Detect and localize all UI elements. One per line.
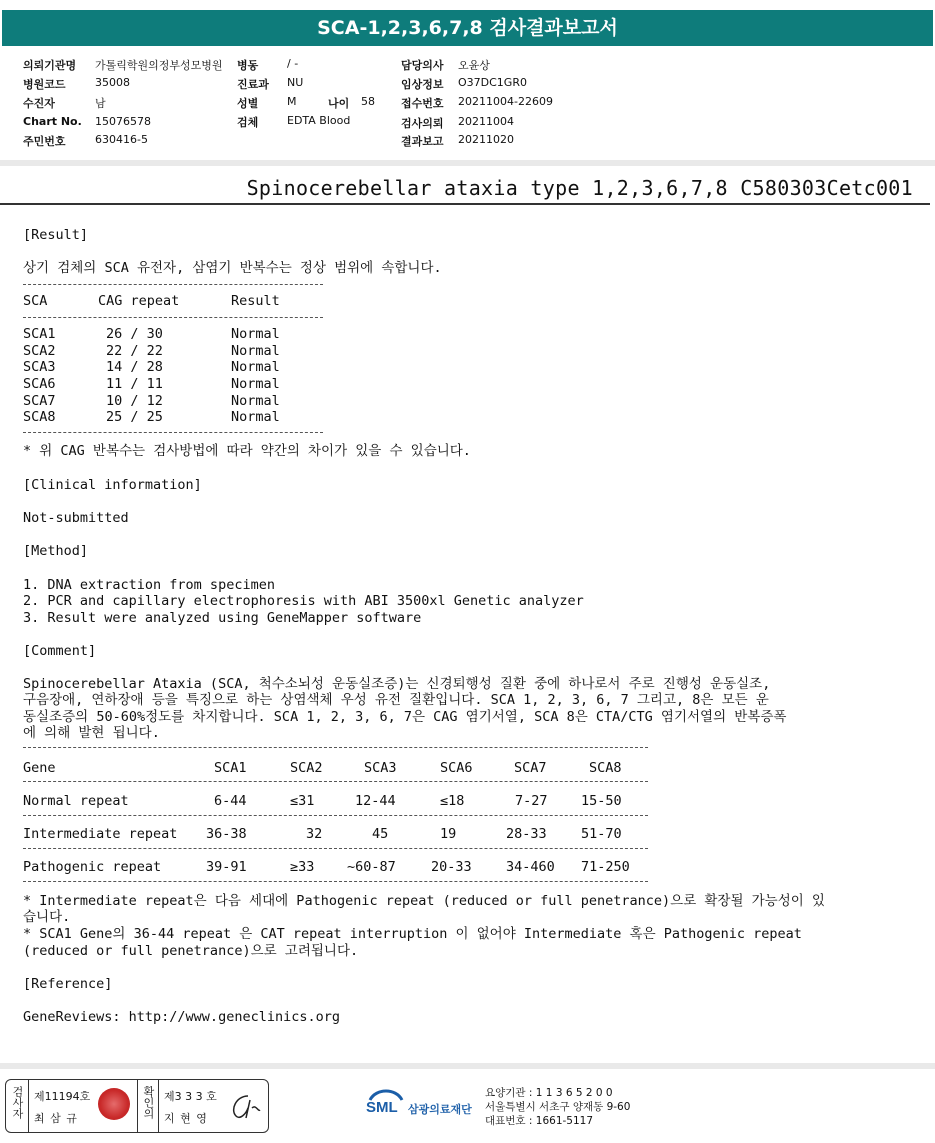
receipt-value: 20211004-22609 bbox=[458, 95, 553, 108]
result-col-sca: SCA bbox=[23, 293, 48, 309]
confirm-license: 제3 3 3 호 bbox=[164, 1090, 217, 1103]
divider bbox=[23, 815, 648, 816]
sca-name: SCA3 bbox=[23, 359, 56, 375]
col-sca2: SCA2 bbox=[290, 760, 323, 776]
cag-repeat: 26 / 30 bbox=[106, 326, 163, 342]
col-sca7: SCA7 bbox=[514, 760, 547, 776]
table-cell: 6-44 bbox=[214, 793, 247, 809]
method-item: 2. PCR and capillary electrophoresis with ABI 3500xl Genetic analyzer bbox=[23, 593, 584, 609]
repeat-category: Normal repeat bbox=[23, 793, 129, 809]
confirm-vertical-label: 확인의 bbox=[142, 1086, 155, 1119]
table-cell: 15-50 bbox=[581, 793, 622, 809]
org-info bbox=[485, 1086, 630, 1128]
seal-icon bbox=[98, 1088, 130, 1120]
dept-label: 진료과 bbox=[237, 78, 269, 91]
specimen-label: 검체 bbox=[237, 116, 259, 129]
table-cell: 39-91 bbox=[206, 859, 247, 875]
divider bbox=[23, 848, 648, 849]
table-cell: 32 bbox=[306, 826, 323, 842]
result-note: * 위 CAG 반복수는 검사방법에 따라 약간의 차이가 있을 수 있습니다. bbox=[23, 443, 471, 459]
table-cell: ≤18 bbox=[440, 793, 465, 809]
comment-line: 동실조증의 50-60%정도를 차지합니다. SCA 1, 2, 3, 6, 7은 CAG 염기서열, SCA 8은 CTA/CTG 염기서열의 반복증폭 bbox=[23, 709, 787, 725]
request-label: 검사의뢰 bbox=[401, 117, 444, 130]
id-label: 주민번호 bbox=[23, 135, 66, 148]
comment-line: 에 의해 발현 됩니다. bbox=[23, 725, 160, 741]
sca-name: SCA7 bbox=[23, 393, 56, 409]
sex-label: 성별 bbox=[237, 97, 259, 110]
table-cell: 7-27 bbox=[515, 793, 548, 809]
sex-value: M bbox=[287, 95, 297, 108]
ward-value: / - bbox=[287, 57, 299, 70]
table-cell: ~60-87 bbox=[347, 859, 396, 875]
hospital-code-label: 병원코드 bbox=[23, 78, 66, 91]
doctor-value: 오윤상 bbox=[458, 59, 490, 72]
comment-line: 구음장애, 연하장애 등을 특징으로 하는 상염색체 우성 유전 질환입니다. SCA 1, 2, 3, 6, 7 그리고, 8은 모든 운 bbox=[23, 692, 769, 708]
comment-note: 습니다. bbox=[23, 909, 71, 925]
col-gene: Gene bbox=[23, 760, 56, 776]
result-value: Normal bbox=[231, 359, 280, 375]
cag-repeat: 10 / 12 bbox=[106, 393, 163, 409]
signature-icon bbox=[226, 1090, 262, 1122]
specimen-value: EDTA Blood bbox=[287, 114, 351, 127]
col-sca6: SCA6 bbox=[440, 760, 473, 776]
sca-name: SCA2 bbox=[23, 343, 56, 359]
divider bbox=[158, 1080, 159, 1132]
divider bbox=[0, 203, 930, 205]
age-label: 나이 bbox=[328, 97, 350, 110]
signature-box bbox=[5, 1079, 269, 1133]
confirm-name: 지 현 영 bbox=[164, 1112, 208, 1125]
result-value: Normal bbox=[231, 409, 280, 425]
cag-repeat: 22 / 22 bbox=[106, 343, 163, 359]
institution-value: 가톨릭학원의정부성모병원 bbox=[95, 59, 223, 72]
examiner-license: 제11194호 bbox=[34, 1090, 91, 1103]
divider bbox=[23, 432, 323, 433]
examiner-name: 최 삼 규 bbox=[34, 1112, 78, 1125]
divider bbox=[23, 781, 648, 782]
table-cell: 19 bbox=[440, 826, 457, 842]
sca-name: SCA6 bbox=[23, 376, 56, 392]
chart-value: 15076578 bbox=[95, 115, 151, 128]
test-title: Spinocerebellar ataxia type 1,2,3,6,7,8 C580303Cetc001 bbox=[246, 176, 913, 200]
report-title: SCA-1,2,3,6,7,8 검사결과보고서 bbox=[2, 10, 933, 46]
comment-note: * Intermediate repeat은 다음 세대에 Pathogenic repeat (reduced or full penetrance)으로 확장될 가능성이 있 bbox=[23, 893, 825, 909]
comment-note: (reduced or full penetrance)으로 고려됩니다. bbox=[23, 943, 359, 959]
table-cell: 71-250 bbox=[581, 859, 630, 875]
table-cell: 12-44 bbox=[355, 793, 396, 809]
divider bbox=[28, 1080, 29, 1132]
reference-heading: [Reference] bbox=[23, 976, 113, 992]
patient-value: 남 bbox=[95, 97, 106, 110]
clinical-text: Not-submitted bbox=[23, 510, 129, 526]
repeat-category: Pathogenic repeat bbox=[23, 859, 162, 875]
result-value: Normal bbox=[231, 376, 280, 392]
patient-info bbox=[0, 56, 935, 151]
org-address: 서울특별시 서초구 양재동 9-60 bbox=[485, 1101, 631, 1113]
table-cell: 34-460 bbox=[506, 859, 555, 875]
divider bbox=[137, 1080, 138, 1132]
report-value: 20211020 bbox=[458, 133, 514, 146]
divider bbox=[23, 317, 323, 318]
result-summary: 상기 검체의 SCA 유전자, 삼염기 반복수는 정상 범위에 속합니다. bbox=[23, 260, 442, 276]
chart-label: Chart No. bbox=[23, 115, 82, 128]
doctor-label: 담당의사 bbox=[401, 59, 444, 72]
request-value: 20211004 bbox=[458, 115, 514, 128]
col-sca3: SCA3 bbox=[364, 760, 397, 776]
comment-note: * SCA1 Gene의 36-44 repeat 은 CAT repeat interruption 이 없어야 Intermediate 혹은 Pathogenic repeat bbox=[23, 926, 802, 942]
table-cell: ≥33 bbox=[290, 859, 315, 875]
method-item: 1. DNA extraction from specimen bbox=[23, 577, 275, 593]
dept-value: NU bbox=[287, 76, 304, 89]
clinical-value: O37DC1GR0 bbox=[458, 76, 527, 89]
divider bbox=[23, 747, 648, 748]
divider bbox=[23, 881, 648, 882]
table-cell: 28-33 bbox=[506, 826, 547, 842]
col-sca1: SCA1 bbox=[214, 760, 247, 776]
divider bbox=[0, 1063, 935, 1069]
repeat-category: Intermediate repeat bbox=[23, 826, 178, 842]
cag-repeat: 25 / 25 bbox=[106, 409, 163, 425]
table-cell: 45 bbox=[372, 826, 389, 842]
logo-text: SML bbox=[366, 1099, 398, 1116]
clinical-label: 임상정보 bbox=[401, 78, 444, 91]
divider bbox=[23, 284, 323, 285]
cag-repeat: 11 / 11 bbox=[106, 376, 163, 392]
ward-label: 병동 bbox=[237, 59, 259, 72]
id-value: 630416-5 bbox=[95, 133, 148, 146]
col-sca8: SCA8 bbox=[589, 760, 622, 776]
table-cell: 51-70 bbox=[581, 826, 622, 842]
clinical-heading: [Clinical information] bbox=[23, 477, 202, 493]
comment-line: Spinocerebellar Ataxia (SCA, 척수소뇌성 운동실조증)는 신경퇴행성 질환 중에 하나로서 주로 진행성 운동실조, bbox=[23, 676, 771, 692]
method-item: 3. Result were analyzed using GeneMapper software bbox=[23, 610, 422, 626]
cag-repeat: 14 / 28 bbox=[106, 359, 163, 375]
reference-text: GeneReviews: http://www.geneclinics.org bbox=[23, 1009, 340, 1025]
examiner-vertical-label: 검사자 bbox=[11, 1086, 24, 1119]
result-value: Normal bbox=[231, 393, 280, 409]
result-col-result: Result bbox=[231, 293, 280, 309]
org-phone: 대표번호 : 1661-5117 bbox=[485, 1115, 594, 1127]
org-code: 요양기관 : 1 1 3 6 5 2 0 0 bbox=[485, 1087, 613, 1099]
hospital-code-value: 35008 bbox=[95, 76, 130, 89]
age-value: 58 bbox=[361, 95, 375, 108]
comment-heading: [Comment] bbox=[23, 643, 97, 659]
table-cell: ≤31 bbox=[290, 793, 315, 809]
divider bbox=[0, 160, 935, 166]
result-value: Normal bbox=[231, 326, 280, 342]
result-heading: [Result] bbox=[23, 227, 89, 243]
sca-name: SCA8 bbox=[23, 409, 56, 425]
table-cell: 20-33 bbox=[431, 859, 472, 875]
table-cell: 36-38 bbox=[206, 826, 247, 842]
logo-name: 삼광의료재단 bbox=[408, 1103, 472, 1116]
institution-label: 의뢰기관명 bbox=[23, 59, 77, 72]
report-label: 결과보고 bbox=[401, 135, 444, 148]
result-value: Normal bbox=[231, 343, 280, 359]
result-col-repeat: CAG repeat bbox=[98, 293, 180, 309]
sca-name: SCA1 bbox=[23, 326, 56, 342]
method-heading: [Method] bbox=[23, 543, 89, 559]
patient-label: 수진자 bbox=[23, 97, 55, 110]
receipt-label: 접수번호 bbox=[401, 97, 444, 110]
